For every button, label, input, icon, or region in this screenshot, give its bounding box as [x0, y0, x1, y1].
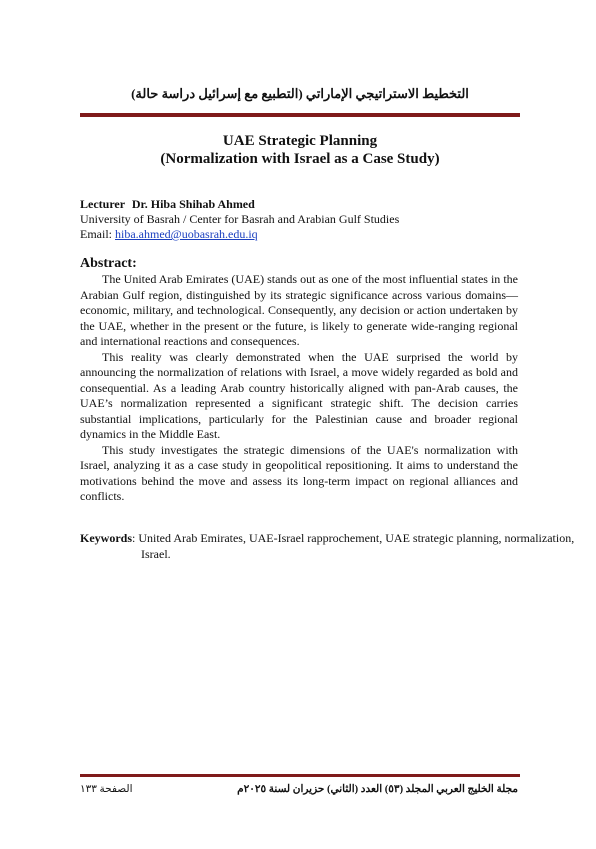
abstract-paragraph-1: The United Arab Emirates (UAE) stands out as one of the most influential states in the Arabian Gulf region, distinguished by its strategic significance across various domains—economic, military, and technological. Consequently, any decision or action undertaken by the UAE, whether in the present or the future, is likely to generate wide-ranging regional and international reactions and consequences.: [80, 272, 518, 348]
email-label: Email:: [80, 227, 112, 241]
abstract-section: [80, 255, 518, 505]
author-block: [80, 197, 520, 242]
author-name: Dr. Hiba Shihab Ahmed: [131, 197, 255, 211]
title-line-1: UAE Strategic Planning: [222, 133, 378, 149]
email-link[interactable]: hiba.ahmed@uobasrah.edu.iq: [115, 227, 258, 241]
keywords-label: Keywords: [80, 531, 132, 545]
title-line-2: (Normalization with Israel as a Case Study): [160, 151, 440, 167]
author-email-line: [80, 227, 520, 242]
header-rule: [80, 113, 520, 117]
abstract-heading: Abstract:: [80, 256, 137, 271]
author-role: Lecturer: [80, 197, 125, 211]
footer-page-number: الصفحة ١٣٣: [80, 784, 133, 795]
keywords-text: : United Arab Emirates, UAE-Israel rapprochement, UAE strategic planning, normalization, Israel.: [132, 531, 575, 561]
running-header: التخطيط الاستراتيجي الإماراتي (التطبيع مع إسرائيل دراسة حالة): [131, 86, 469, 101]
footer-journal-info: مجلة الخليج العربي المجلد (٥٣) العدد (الثاني) حزيران لسنة ٢٠٢٥م: [237, 784, 518, 795]
abstract-paragraph-2: This reality was clearly demonstrated when the UAE surprised the world by announcing the normalization of relations with Israel, a move widely regarded as bold and consequential. As a leading Arab country historically aligned with pan-Arab causes, the UAE’s normalization represented a significant strategic shift. The decision carries substantial implications, particularly for the Palestinian cause and broader regional dynamics in the Middle East.: [80, 349, 518, 441]
keywords-section: [80, 530, 579, 562]
author-affiliation: University of Basrah / Center for Basrah and Arabian Gulf Studies: [80, 212, 400, 226]
abstract-paragraph-3: This study investigates the strategic dimensions of the UAE's normalization with Israel, analyzing it as a case study in geopolitical repositioning. It aims to understand the motivations behind the move and assess its long-term impact on regional alliances and conflicts.: [80, 442, 518, 503]
footer-rule: [80, 774, 520, 777]
paper-title: [80, 132, 520, 168]
author-line: [80, 197, 520, 212]
